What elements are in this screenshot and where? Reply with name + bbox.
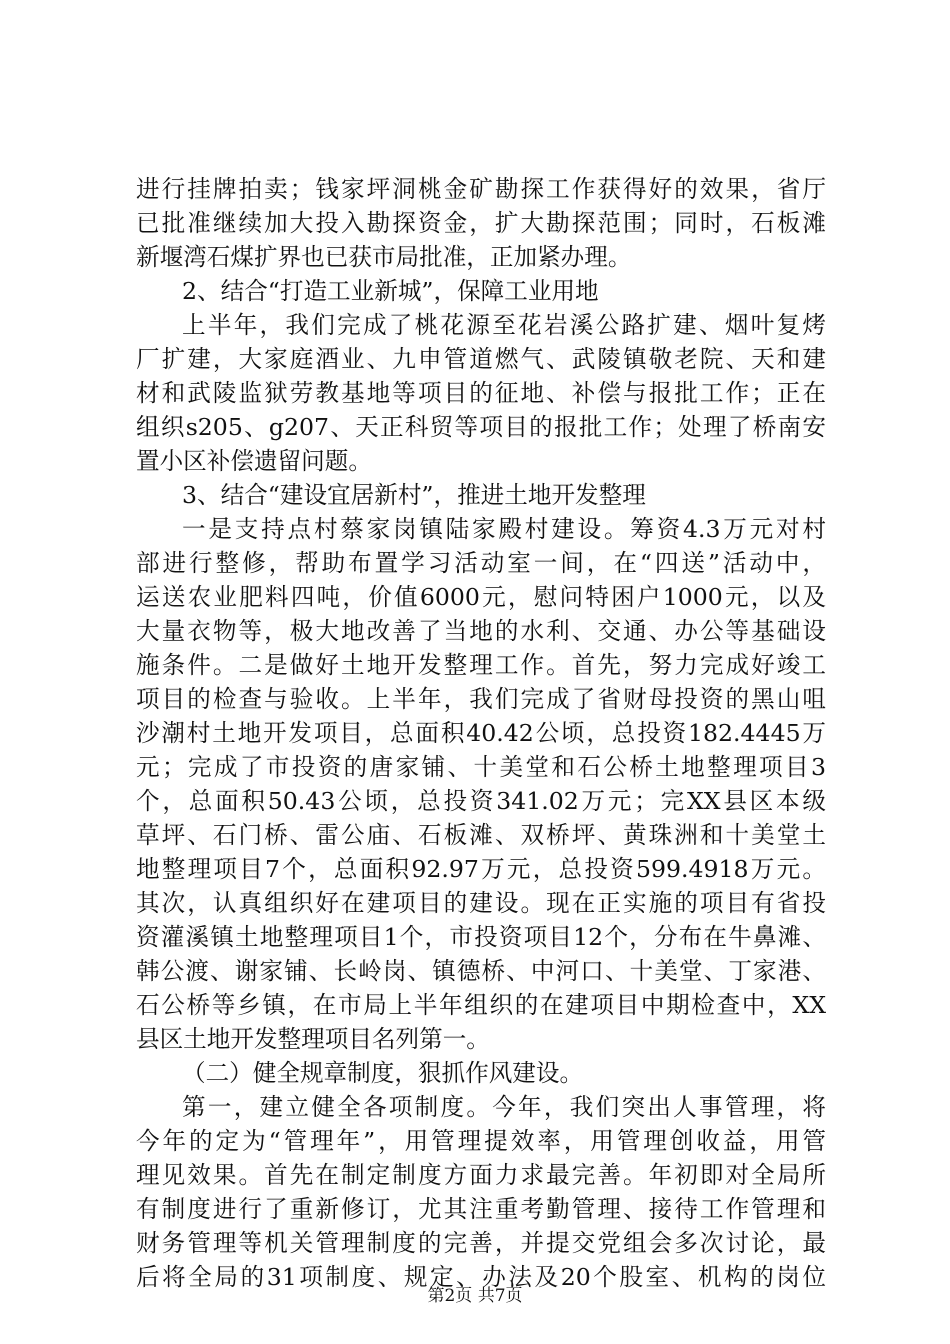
paragraph-line: 一是支持点村蔡家岗镇陆家殿村建设。筹资4.3万元对村 bbox=[182, 515, 826, 543]
paragraph-line: 沙潮村土地开发项目，总面积40.42公顷，总投资182.4445万 bbox=[136, 719, 826, 747]
paragraph-line: 今年的定为“管理年”，用管理提效率，用管理创收益，用管 bbox=[136, 1127, 826, 1155]
page-footer bbox=[0, 1285, 950, 1307]
paragraph-line: 第一，建立健全各项制度。今年，我们突出人事管理，将 bbox=[182, 1093, 826, 1121]
paragraph-line: 组织s205、g207、天正科贸等项目的报批工作；处理了桥南安 bbox=[136, 413, 826, 441]
paragraph-line: 地整理项目7个，总面积92.97万元，总投资599.4918万元。 bbox=[136, 855, 826, 883]
paragraph-line: 厂扩建，大家庭酒业、九申管道燃气、武陵镇敬老院、天和建 bbox=[136, 345, 826, 373]
paragraph-line: 资灌溪镇土地整理项目1个，市投资项目12个，分布在牛鼻滩、 bbox=[136, 923, 826, 951]
paragraph-line: 元；完成了市投资的唐家铺、十美堂和石公桥土地整理项目3 bbox=[136, 753, 826, 781]
paragraph-line: 财务管理等机关管理制度的完善，并提交党组会多次讨论，最 bbox=[136, 1229, 826, 1257]
paragraph-line: 其次，认真组织好在建项目的建设。现在正实施的项目有省投 bbox=[136, 889, 826, 917]
paragraph-line: 3、结合“建设宜居新村”，推进土地开发整理 bbox=[182, 481, 646, 509]
document-body bbox=[136, 172, 826, 1294]
paragraph-line: 项目的检查与验收。上半年，我们完成了省财母投资的黑山咀 bbox=[136, 685, 826, 713]
paragraph-line: 已批准继续加大投入勘探资金，扩大勘探范围；同时，石板滩 bbox=[136, 209, 826, 237]
page-total: 共7页 bbox=[477, 1286, 523, 1306]
paragraph-line: 石公桥等乡镇，在市局上半年组织的在建项目中期检查中，XX bbox=[136, 991, 826, 1019]
paragraph-line: 置小区补偿遗留问题。 bbox=[136, 447, 372, 475]
paragraph-line: 进行挂牌拍卖；钱家坪洞桃金矿勘探工作获得好的效果，省厅 bbox=[136, 175, 826, 203]
paragraph-line: 材和武陵监狱劳教基地等项目的征地、补偿与报批工作；正在 bbox=[136, 379, 826, 407]
paragraph-line: 施条件。二是做好土地开发整理工作。首先，努力完成好竣工 bbox=[136, 651, 826, 679]
paragraph-line: （二）健全规章制度，狠抓作风建设。 bbox=[182, 1059, 584, 1087]
paragraph-line: 理见效果。首先在制定制度方面力求最完善。年初即对全局所 bbox=[136, 1161, 826, 1189]
page-number: 第2页 bbox=[427, 1286, 473, 1306]
paragraph-line: 运送农业肥料四吨，价值6000元，慰问特困户1000元，以及 bbox=[136, 583, 826, 611]
paragraph-line: 2、结合“打造工业新城”，保障工业用地 bbox=[182, 277, 599, 305]
paragraph-line: 部进行整修，帮助布置学习活动室一间，在“四送”活动中， bbox=[136, 549, 826, 577]
paragraph-line: 韩公渡、谢家铺、长岭岗、镇德桥、中河口、十美堂、丁家港、 bbox=[136, 957, 826, 985]
paragraph-line: 大量衣物等，极大地改善了当地的水利、交通、办公等基础设 bbox=[136, 617, 826, 645]
paragraph-line: 草坪、石门桥、雷公庙、石板滩、双桥坪、黄珠洲和十美堂土 bbox=[136, 821, 826, 849]
paragraph-line: 个，总面积50.43公顷，总投资341.02万元；完XX县区本级 bbox=[136, 787, 826, 815]
paragraph-line: 新堰湾石煤扩界也已获市局批准，正加紧办理。 bbox=[136, 243, 632, 271]
paragraph-line: 县区土地开发整理项目名列第一。 bbox=[136, 1025, 490, 1053]
paragraph-line: 上半年，我们完成了桃花源至花岩溪公路扩建、烟叶复烤 bbox=[182, 311, 826, 339]
paragraph-line: 后将全局的31项制度、规定、办法及20个股室、机构的岗位 bbox=[136, 1263, 826, 1291]
paragraph-line: 有制度进行了重新修订，尤其注重考勤管理、接待工作管理和 bbox=[136, 1195, 826, 1223]
